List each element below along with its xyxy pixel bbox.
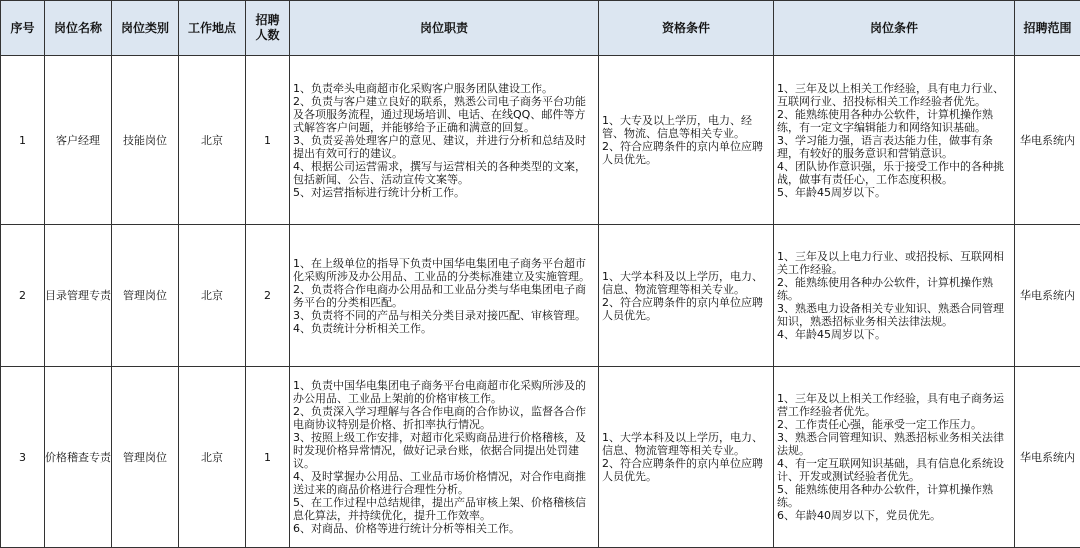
condition-line: 5、年龄45周岁以下。 bbox=[777, 186, 1011, 199]
header-location: 工作地点 bbox=[179, 1, 246, 56]
duty-line: 1、负责牵头电商超市化采购客户服务团队建设工作。 bbox=[293, 82, 595, 95]
condition-line: 2、工作责任心强，能承受一定工作压力。 bbox=[777, 418, 1011, 431]
cell-qualifications bbox=[599, 56, 774, 225]
duty-line: 3、按照上级工作安排，对超市化采购商品进行价格稽核，及时发现价格异常情况，做好记录台账，依据合同提出处罚建议。 bbox=[293, 431, 595, 470]
duty-line: 1、负责中国华电集团电子商务平台电商超市化采购所涉及的办公用品、工业品上架前的价格审核工作。 bbox=[293, 379, 595, 405]
header-scope: 招聘范围 bbox=[1015, 1, 1080, 56]
condition-line: 1、三年及以上相关工作经验，具有电子商务运营工作经验者优先。 bbox=[777, 392, 1011, 418]
qualification-line: 2、符合应聘条件的京内单位应聘人员优先。 bbox=[602, 140, 770, 166]
table-row bbox=[1, 367, 1080, 548]
cell-category: 管理岗位 bbox=[112, 367, 179, 548]
condition-line: 4、年龄45周岁以下。 bbox=[777, 328, 1011, 341]
header-count-label: 招聘人数 bbox=[255, 13, 281, 43]
duty-line: 1、在上级单位的指导下负责中国华电集团电子商务平台超市化采购所涉及办公用品、工业品的分类标准建立及实施管理。 bbox=[293, 257, 595, 283]
condition-line: 2、能熟练使用各种办公软件，计算机操作熟练。 bbox=[777, 276, 1011, 302]
duty-line: 4、根据公司运营需求，撰写与运营相关的各种类型的文案，包括新闻、公告、活动宣传文案等。 bbox=[293, 160, 595, 186]
qualification-line: 1、大学本科及以上学历，电力、信息、物流管理等相关专业。 bbox=[602, 431, 770, 457]
duty-line: 4、及时掌握办公用品、工业品市场价格情况，对合作电商推送过来的商品价格进行合理性分析。 bbox=[293, 470, 595, 496]
duty-line: 2、负责深入学习理解与各合作电商的合作协议，监督各合作电商协议特别是价格、折扣率执行情况。 bbox=[293, 405, 595, 431]
duty-line: 5、对运营指标进行统计分析工作。 bbox=[293, 186, 595, 199]
condition-line: 1、三年及以上电力行业、或招投标、互联网相关工作经验。 bbox=[777, 250, 1011, 276]
qualification-line: 1、大学本科及以上学历，电力、信息、物流管理等相关专业。 bbox=[602, 270, 770, 296]
condition-line: 3、熟悉电力设备相关专业知识、熟悉合同管理知识，熟悉招标业务相关法律法规。 bbox=[777, 302, 1011, 328]
cell-scope: 华电系统内 bbox=[1015, 225, 1080, 367]
condition-line: 3、学习能力强，语言表达能力佳，做事有条理，有较好的服务意识和营销意识。 bbox=[777, 134, 1011, 160]
duty-line: 3、负责将不同的产品与相关分类目录对接匹配、审核管理。 bbox=[293, 309, 595, 322]
header-title: 岗位名称 bbox=[45, 1, 112, 56]
condition-line: 5、能熟练使用各种办公软件，计算机操作熟练。 bbox=[777, 483, 1011, 509]
cell-location: 北京 bbox=[179, 225, 246, 367]
header-duties: 岗位职责 bbox=[290, 1, 599, 56]
table-row bbox=[1, 225, 1080, 367]
duty-line: 2、负责将合作电商办公用品和工业品分类与华电集团电子商务平台的分类相匹配。 bbox=[293, 283, 595, 309]
cell-count: 1 bbox=[246, 367, 290, 548]
qualification-line: 2、符合应聘条件的京内单位应聘人员优先。 bbox=[602, 296, 770, 322]
cell-count: 1 bbox=[246, 56, 290, 225]
cell-conditions bbox=[774, 56, 1015, 225]
duty-line: 4、负责统计分析相关工作。 bbox=[293, 322, 595, 335]
header-row bbox=[1, 1, 1080, 56]
duty-line: 3、负责妥善处理客户的意见、建议，并进行分析和总结及时提出有效可行的建议。 bbox=[293, 134, 595, 160]
cell-title: 价格稽查专责 bbox=[45, 367, 112, 548]
duty-line: 6、对商品、价格等进行统计分析等相关工作。 bbox=[293, 522, 595, 535]
qualification-line: 2、符合应聘条件的京内单位应聘人员优先。 bbox=[602, 457, 770, 483]
cell-count: 2 bbox=[246, 225, 290, 367]
cell-qualifications bbox=[599, 367, 774, 548]
header-conditions: 岗位条件 bbox=[774, 1, 1015, 56]
cell-no: 1 bbox=[1, 56, 45, 225]
cell-title: 客户经理 bbox=[45, 56, 112, 225]
duty-line: 2、负责与客户建立良好的联系，熟悉公司电子商务平台功能及各项服务流程，通过现场培训、电话、在线QQ、邮件等方式解答客户问题，并能够给予正确和满意的回复。 bbox=[293, 95, 595, 134]
condition-line: 4、团队协作意识强，乐于接受工作中的各种挑战，做事有责任心，工作态度积极。 bbox=[777, 160, 1011, 186]
cell-location: 北京 bbox=[179, 367, 246, 548]
cell-qualifications bbox=[599, 225, 774, 367]
cell-duties bbox=[290, 367, 599, 548]
cell-conditions bbox=[774, 367, 1015, 548]
condition-line: 3、熟悉合同管理知识、熟悉招标业务相关法律法规。 bbox=[777, 431, 1011, 457]
cell-duties bbox=[290, 225, 599, 367]
condition-line: 6、年龄40周岁以下，党员优先。 bbox=[777, 509, 1011, 522]
header-qualifications: 资格条件 bbox=[599, 1, 774, 56]
condition-line: 2、能熟练使用各种办公软件，计算机操作熟练，有一定文字编辑能力和网络知识基础。 bbox=[777, 108, 1011, 134]
cell-scope: 华电系统内 bbox=[1015, 56, 1080, 225]
condition-line: 4、有一定互联网知识基础，具有信息化系统设计、开发或测试经验者优先。 bbox=[777, 457, 1011, 483]
cell-scope: 华电系统内 bbox=[1015, 367, 1080, 548]
cell-conditions bbox=[774, 225, 1015, 367]
condition-line: 1、三年及以上相关工作经验，具有电力行业、互联网行业、招投标相关工作经验者优先。 bbox=[777, 82, 1011, 108]
cell-category: 管理岗位 bbox=[112, 225, 179, 367]
qualification-line: 1、大专及以上学历，电力、经管、物流、信息等相关专业。 bbox=[602, 114, 770, 140]
table-row bbox=[1, 56, 1080, 225]
cell-location: 北京 bbox=[179, 56, 246, 225]
duty-line: 5、在工作过程中总结规律，提出产品审核上架、价格稽核信息化算法，并持续优化，提升工作效率。 bbox=[293, 496, 595, 522]
cell-no: 3 bbox=[1, 367, 45, 548]
cell-title: 目录管理专责 bbox=[45, 225, 112, 367]
header-category: 岗位类别 bbox=[112, 1, 179, 56]
cell-no: 2 bbox=[1, 225, 45, 367]
cell-duties bbox=[290, 56, 599, 225]
header-no: 序号 bbox=[1, 1, 45, 56]
header-count bbox=[246, 1, 290, 56]
cell-category: 技能岗位 bbox=[112, 56, 179, 225]
